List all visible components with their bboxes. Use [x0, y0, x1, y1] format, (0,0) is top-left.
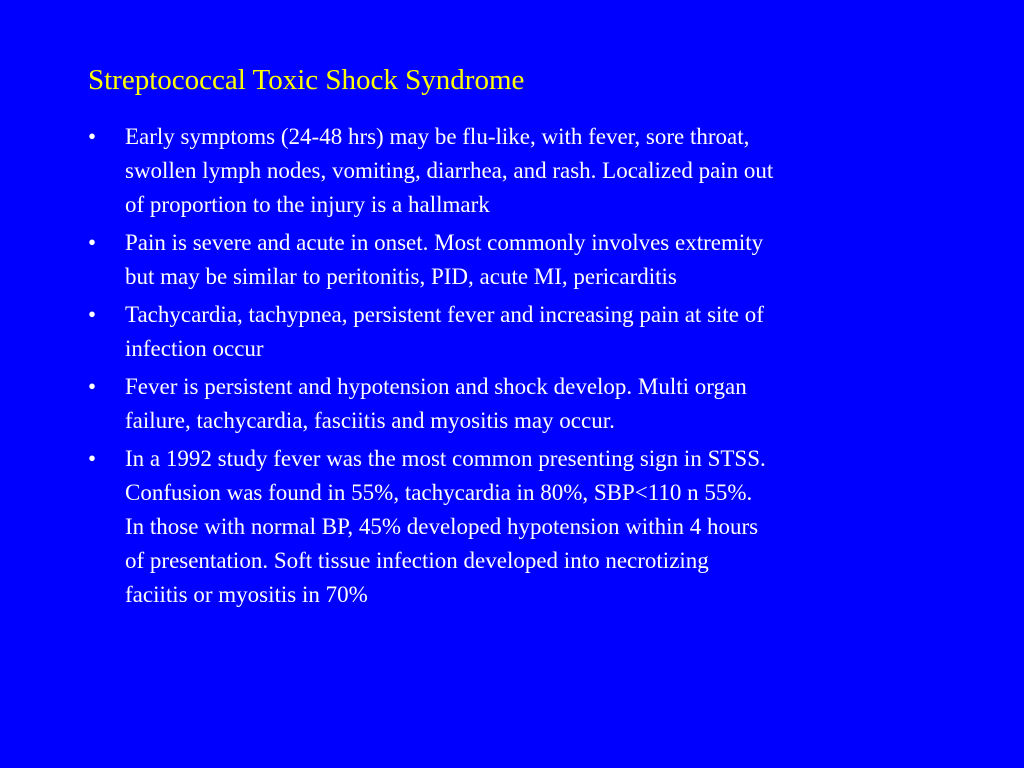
bullet-line: of presentation. Soft tissue infection developed into necrotizing: [125, 548, 709, 573]
bullet-line: • Early symptoms (24-48 hrs) may be flu-like, with fever, sore throat,: [125, 124, 750, 149]
slide-title: Streptococcal Toxic Shock Syndrome: [88, 64, 525, 96]
bullet-list: [88, 120, 948, 616]
bullet-line: swollen lymph nodes, vomiting, diarrhea, and rash. Localized pain out: [125, 158, 774, 183]
bullet-line: faciitis or myositis in 70%: [125, 582, 368, 607]
bullet-line: infection occur: [125, 336, 264, 361]
bullet-line: of proportion to the injury is a hallmark: [125, 192, 490, 217]
bullet-line: • Pain is severe and acute in onset. Most commonly involves extremity: [125, 230, 764, 255]
bullet-line: Confusion was found in 55%, tachycardia in 80%, SBP<110 n 55%.: [125, 480, 753, 505]
bullet-item: [88, 370, 948, 438]
bullet-item: [88, 120, 948, 222]
bullet-item: [88, 226, 948, 294]
bullet-item: [88, 298, 948, 366]
bullet-line: • Tachycardia, tachypnea, persistent fever and increasing pain at site of: [125, 302, 764, 327]
bullet-line: • Fever is persistent and hypotension and shock develop. Multi organ: [125, 374, 747, 399]
bullet-line: failure, tachycardia, fasciitis and myositis may occur.: [125, 408, 615, 433]
bullet-line: • In a 1992 study fever was the most common presenting sign in STSS.: [125, 446, 766, 471]
bullet-line: In those with normal BP, 45% developed hypotension within 4 hours: [125, 514, 759, 539]
bullet-line: but may be similar to peritonitis, PID, acute MI, pericarditis: [125, 264, 677, 289]
bullet-item: [88, 442, 948, 612]
